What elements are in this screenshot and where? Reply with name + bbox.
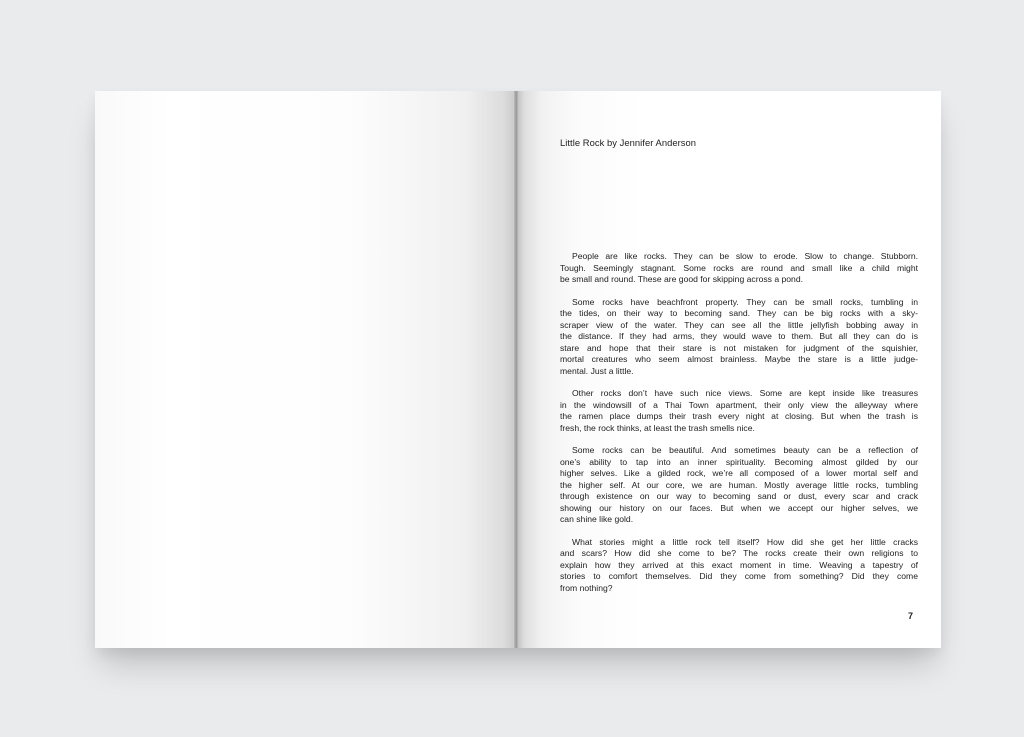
text-line: one’s ability to tap into an inner spirituality. Becoming almost gilded by our [560, 456, 918, 467]
running-head: Little Rock by Jennifer Anderson [560, 137, 697, 148]
text-line: through existence on our way to becoming sand or dust, every scar and crack [560, 491, 918, 501]
paragraph [560, 445, 918, 526]
text-line: showing our history on our faces. But when we accept our higher selves, we [560, 502, 918, 513]
text-line: mental. Just a little. [560, 365, 634, 376]
text-line: the distance. If they had arms, they would wave to them. But all they can do is [560, 331, 918, 341]
text-line: fresh, the rock thinks, at least the trash smells nice. [560, 422, 755, 433]
text-line: higher selves. Like a gilded rock, we’re all composed of a lower mortal self and [560, 468, 918, 478]
text-line: stare and hope that their stare is not mistaken for judgment of the squishier, [560, 342, 918, 353]
right-page [516, 91, 941, 648]
text-line: Tough. Seemingly stagnant. Some rocks are round and small like a child might [560, 262, 918, 273]
text-line: the higher self. At our core, we are human. Mostly average little rocks, tumbling [560, 479, 918, 490]
page-number: 7 [907, 611, 913, 621]
text-line: mortal creatures who seem almost brainless. Maybe the stare is a little judge- [560, 354, 918, 364]
body-text [560, 251, 918, 605]
text-line: be small and round. These are good for skipping across a pond. [560, 274, 804, 284]
text-line: explain how they arrived at this exact moment in time. Weaving a tapestry of [560, 559, 918, 570]
text-line: Some rocks can be beautiful. And sometimes beauty can be a reflection of [572, 445, 918, 455]
paragraph [560, 251, 918, 286]
text-line: the ramen place dumps their trash every night at closing. But when the trash is [560, 411, 918, 421]
text-line: and scars? How did she come to be? The rocks create their own religions to [560, 548, 918, 558]
text-line: stories to comfort themselves. Did they come from something? Did they come [560, 571, 918, 581]
text-line: Some rocks have beachfront property. They can be small rocks, tumbling in [572, 296, 918, 307]
text-line: scraper view of the water. They can see all the little jellyfish bobbing away in [560, 319, 918, 330]
paragraph [560, 537, 918, 595]
book-gutter [514, 91, 518, 648]
text-line: People are like rocks. They can be slow to erode. Slow to change. Stubborn. [572, 251, 918, 261]
text-line: Other rocks don’t have such nice views. Some are kept inside like treasures [572, 388, 918, 398]
left-page [95, 91, 516, 648]
open-book [95, 91, 941, 648]
text-line: What stories might a little rock tell itself? How did she get her little cracks [572, 536, 918, 547]
text-line: can shine like gold. [560, 514, 634, 524]
paragraph [560, 388, 918, 434]
text-line: the tides, on their way to becoming sand. They can be big rocks with a sky- [560, 308, 918, 318]
paragraph [560, 297, 918, 378]
text-line: from nothing? [560, 582, 613, 593]
text-line: in the windowsill of a Thai Town apartment, their only view the alleyway where [560, 399, 918, 410]
